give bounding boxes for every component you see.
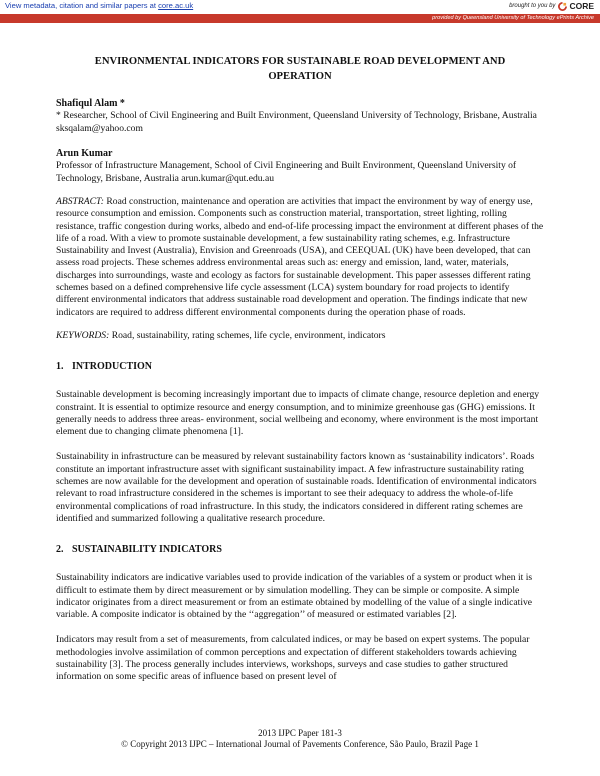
section2-paragraph-2: Indicators may result from a set of measurements, from calculated indices, or may be based on expert systems. The popular methodologies involve assimilation of common perceptions and expectation of different stakeholders towards achieving sustainability [3]. The process generally includes interviews, workshops, surveys and case studies to gather structured information on some specific areas of influence based on present level of (56, 634, 530, 683)
section2-heading (56, 543, 544, 556)
section2-paragraph-1: Sustainability indicators are indicative variables used to provide indication of the variables of a system or product when it is difficult to estimate them by direct measurement or by simulation modelling. They can be simple or composite. A simple indicator originates from a direct measurement or from an estimate obtained by modelling of the value of a single indicative variable. A composite indicator is obtained by the ‘‘aggregation’’ of measured or estimated variables [2]. (56, 572, 533, 621)
brought-to-you-by-text: brought to you by (509, 3, 556, 9)
section2-number: 2. (56, 544, 64, 556)
keywords (56, 330, 544, 342)
core-logo[interactable] (558, 1, 594, 11)
keywords-label: KEYWORDS: (56, 329, 110, 341)
abstract-text: Road construction, maintenance and operation are activities that impact the environment by way of energy use, resource consumption and emission. Components such as construction material, transportation, street lighting, rolling resistance, traffic congestion during works, albedo and end-of-life processing impact the environment at different phases of the life of a road. With a view to promote sustainable development, a few sustainability rating schemes, e.g. Infrastructure Sustainability and Invest (Australia), Envision and Greenroads (USA), and CEEQUAL (UK) have been developed, that can assess road projects. These schemes address environmental areas such as: energy and emission, land, water, materials, discharges into surroundings, waste and ecology as factors for sustainable development. This paper assesses different rating schemes based on a defined comprehensive life cycle assessment (LCA) system boundary for road projects to identify different environmental indicators that address sustainable road development and operation. The findings indicate that new indicators are required to address different environmental components during the operation phase of roads. (56, 196, 544, 318)
core-topbar (0, 0, 600, 13)
provided-by-bar (0, 14, 600, 23)
abstract (56, 196, 544, 319)
author2-affiliation: Professor of Infrastructure Management, School of Civil Engineering and Built Environment, Queensland University of Technology, Brisbane, Australia arun.kumar@qut.edu.au (56, 160, 517, 184)
footer-paper-id: 2013 IJPC Paper 181-3 (258, 728, 342, 738)
core-ac-uk-link[interactable]: core.ac.uk (158, 1, 194, 10)
core-logo-text: CORE (569, 1, 594, 11)
author2-name: Arun Kumar (56, 148, 113, 159)
section1-title: INTRODUCTION (72, 361, 153, 373)
section1-paragraph-2: Sustainability in infrastructure can be measured by relevant sustainability factors known as ‘sustainability indicators’. Roads constitute an important infrastructure asset with significant sustainability impact. A few infrastructure sustainability rating schemes are now available for the development and operation of sustainable roads. Identification of environmental indicators relevant to road infrastructure considered in the schemes is important to see their adequacy to address the whole-of-life environmental complications of road infrastructure. In this study, the indicators considered in different rating schemes are identified and summarized following a qualitative research procedure. (56, 451, 537, 524)
section1-paragraph-1: Sustainable development is becoming increasingly important due to impacts of climate change, resource depletion and energy constraint. It is essential to optimize resource and energy consumption, and to minimize greenhouse gas (GHG) emissions. It generally needs to address three areas- environment, social wellbeing and economy, where environment is the most important element due to changing climate phenomena [1]. (56, 389, 540, 438)
keywords-text: Road, sustainability, rating schemes, life cycle, environment, indicators (109, 329, 386, 341)
provided-by-text[interactable]: provided by Queensland University of Technology ePrints Archive (432, 15, 594, 21)
brought-to-you-by (509, 1, 594, 11)
core-logo-icon (558, 2, 567, 11)
section1-heading (56, 360, 544, 373)
view-metadata-link[interactable] (5, 1, 193, 10)
paper-title: ENVIRONMENTAL INDICATORS FOR SUSTAINABLE ROAD DEVELOPMENT AND OPERATION (94, 56, 506, 82)
author1-affiliation: * Researcher, School of Civil Engineering and Built Environment, Queensland University of Technology, Brisbane, Australia sksqalam@yahoo.com (56, 110, 537, 134)
paper-content (56, 54, 544, 684)
footer-copyright: © Copyright 2013 IJPC – International Journal of Pavements Conference, São Paulo, Brazil Page 1 (121, 739, 479, 749)
section2-title: SUSTAINABILITY INDICATORS (72, 544, 222, 556)
abstract-label: ABSTRACT: (56, 196, 104, 207)
section1-number: 1. (56, 361, 64, 373)
view-metadata-text: View metadata, citation and similar papers at (5, 1, 156, 10)
author1-name: Shafiqul Alam * (56, 98, 125, 109)
page-footer (0, 728, 600, 750)
